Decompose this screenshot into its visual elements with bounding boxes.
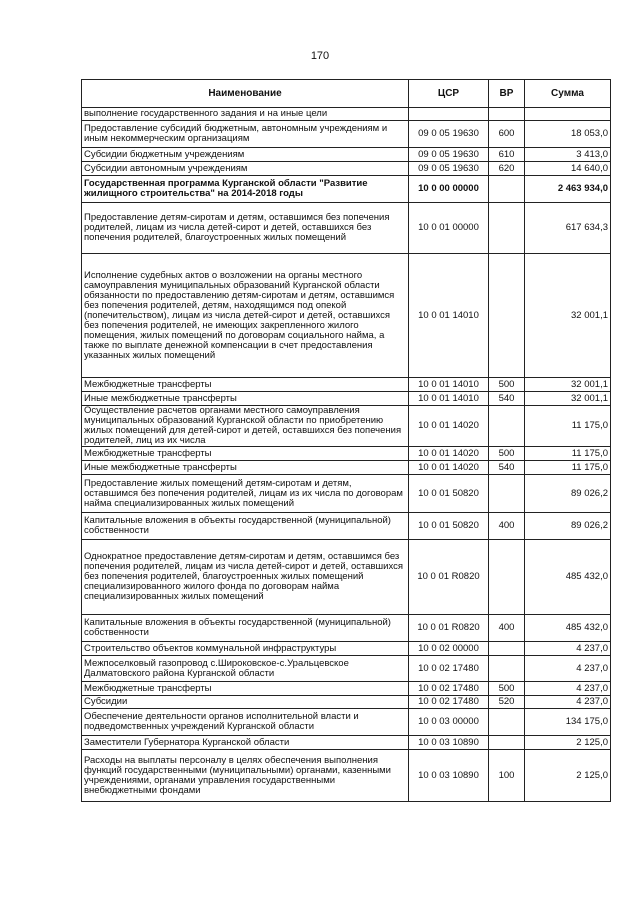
vr-cell bbox=[489, 108, 525, 121]
table-header-row bbox=[82, 80, 611, 108]
csr-cell: 10 0 02 00000 bbox=[409, 642, 489, 656]
table-row bbox=[82, 162, 611, 176]
csr-cell: 09 0 05 19630 bbox=[409, 148, 489, 162]
sum-cell: 32 001,1 bbox=[525, 254, 611, 378]
header-vr: ВР bbox=[489, 80, 525, 108]
name-cell: Однократное предоставление детям-сиротам и детям, оставшимся без попечения родителей, лицам из числа детей-сирот и детей, оставшихся без попечения родителей, благоустроенных жилых помещений специализированного жилого фонда по договорам найма специализированных жилых помещений bbox=[82, 540, 409, 615]
table-row bbox=[82, 709, 611, 736]
csr-cell: 10 0 01 14010 bbox=[409, 378, 489, 392]
sum-cell: 4 237,0 bbox=[525, 642, 611, 656]
sum-cell: 11 175,0 bbox=[525, 447, 611, 461]
table-row bbox=[82, 254, 611, 378]
table-row bbox=[82, 540, 611, 615]
csr-cell: 10 0 00 00000 bbox=[409, 176, 489, 203]
vr-cell bbox=[489, 176, 525, 203]
table-row bbox=[82, 447, 611, 461]
vr-cell bbox=[489, 642, 525, 656]
csr-cell: 09 0 05 19630 bbox=[409, 121, 489, 148]
csr-cell: 09 0 05 19630 bbox=[409, 162, 489, 176]
vr-cell: 520 bbox=[489, 696, 525, 709]
csr-cell: 10 0 02 17480 bbox=[409, 682, 489, 696]
table-row bbox=[82, 148, 611, 162]
csr-cell: 10 0 01 14020 bbox=[409, 406, 489, 447]
vr-cell bbox=[489, 709, 525, 736]
table-row bbox=[82, 615, 611, 642]
sum-cell: 4 237,0 bbox=[525, 682, 611, 696]
sum-cell: 11 175,0 bbox=[525, 406, 611, 447]
sum-cell: 32 001,1 bbox=[525, 392, 611, 406]
header-name: Наименование bbox=[82, 80, 409, 108]
csr-cell: 10 0 03 00000 bbox=[409, 709, 489, 736]
csr-cell: 10 0 03 10890 bbox=[409, 750, 489, 802]
page-number: 170 bbox=[310, 50, 330, 62]
sum-cell: 2 125,0 bbox=[525, 736, 611, 750]
name-cell: Предоставление детям-сиротам и детям, оставшимся без попечения родителей, лицам из числа детей-сирот и детей, оставшихся без попечения родителей, благоустроенных жилых помещений bbox=[82, 203, 409, 254]
table-row bbox=[82, 642, 611, 656]
name-cell: Заместители Губернатора Курганской области bbox=[82, 736, 409, 750]
table-row bbox=[82, 461, 611, 475]
vr-cell: 500 bbox=[489, 378, 525, 392]
csr-cell: 10 0 01 50820 bbox=[409, 475, 489, 513]
sum-cell: 485 432,0 bbox=[525, 615, 611, 642]
csr-cell: 10 0 01 14010 bbox=[409, 254, 489, 378]
sum-cell: 4 237,0 bbox=[525, 656, 611, 682]
table-body bbox=[82, 108, 611, 802]
table-row bbox=[82, 696, 611, 709]
vr-cell: 100 bbox=[489, 750, 525, 802]
table-row bbox=[82, 750, 611, 802]
name-cell: Капитальные вложения в объекты государственной (муниципальной) собственности bbox=[82, 513, 409, 540]
csr-cell: 10 0 01 14010 bbox=[409, 392, 489, 406]
name-cell: Межбюджетные трансферты bbox=[82, 447, 409, 461]
name-cell: Строительство объектов коммунальной инфраструктуры bbox=[82, 642, 409, 656]
name-cell: Расходы на выплаты персоналу в целях обеспечения выполнения функций государственными (муниципальными) органами, казенными учреждениями, органами управления государственными внебюджетными фондами bbox=[82, 750, 409, 802]
name-cell: выполнение государственного задания и на иные цели bbox=[82, 108, 409, 121]
vr-cell: 500 bbox=[489, 682, 525, 696]
vr-cell: 500 bbox=[489, 447, 525, 461]
table-row bbox=[82, 121, 611, 148]
table-row bbox=[82, 513, 611, 540]
csr-cell: 10 0 02 17480 bbox=[409, 656, 489, 682]
sum-cell: 89 026,2 bbox=[525, 475, 611, 513]
sum-cell: 89 026,2 bbox=[525, 513, 611, 540]
sum-cell: 11 175,0 bbox=[525, 461, 611, 475]
name-cell: Субсидии bbox=[82, 696, 409, 709]
sum-cell: 485 432,0 bbox=[525, 540, 611, 615]
vr-cell: 400 bbox=[489, 513, 525, 540]
csr-cell: 10 0 01 00000 bbox=[409, 203, 489, 254]
name-cell: Межбюджетные трансферты bbox=[82, 378, 409, 392]
vr-cell bbox=[489, 406, 525, 447]
table-row bbox=[82, 108, 611, 121]
csr-cell: 10 0 02 17480 bbox=[409, 696, 489, 709]
vr-cell bbox=[489, 203, 525, 254]
header-sum: Сумма bbox=[525, 80, 611, 108]
name-cell: Обеспечение деятельности органов исполнительной власти и подведомственных учреждений Курганской области bbox=[82, 709, 409, 736]
name-cell: Государственная программа Курганской области "Развитие жилищного строительства" на 2014-2018 годы bbox=[82, 176, 409, 203]
table-row bbox=[82, 475, 611, 513]
csr-cell: 10 0 01 R0820 bbox=[409, 540, 489, 615]
name-cell: Капитальные вложения в объекты государственной (муниципальной) собственности bbox=[82, 615, 409, 642]
csr-cell: 10 0 03 10890 bbox=[409, 736, 489, 750]
csr-cell: 10 0 01 14020 bbox=[409, 461, 489, 475]
vr-cell: 540 bbox=[489, 392, 525, 406]
csr-cell bbox=[409, 108, 489, 121]
sum-cell: 2 125,0 bbox=[525, 750, 611, 802]
table-row bbox=[82, 736, 611, 750]
name-cell: Предоставление субсидий бюджетным, автономным учреждениям и иным некоммерческим организациям bbox=[82, 121, 409, 148]
sum-cell: 134 175,0 bbox=[525, 709, 611, 736]
sum-cell: 3 413,0 bbox=[525, 148, 611, 162]
vr-cell bbox=[489, 540, 525, 615]
sum-cell bbox=[525, 108, 611, 121]
vr-cell: 400 bbox=[489, 615, 525, 642]
sum-cell: 4 237,0 bbox=[525, 696, 611, 709]
sum-cell: 32 001,1 bbox=[525, 378, 611, 392]
csr-cell: 10 0 01 14020 bbox=[409, 447, 489, 461]
header-csr: ЦСР bbox=[409, 80, 489, 108]
table-row bbox=[82, 378, 611, 392]
vr-cell: 540 bbox=[489, 461, 525, 475]
name-cell: Межбюджетные трансферты bbox=[82, 682, 409, 696]
vr-cell bbox=[489, 475, 525, 513]
csr-cell: 10 0 01 R0820 bbox=[409, 615, 489, 642]
vr-cell: 600 bbox=[489, 121, 525, 148]
table-row bbox=[82, 176, 611, 203]
name-cell: Иные межбюджетные трансферты bbox=[82, 461, 409, 475]
name-cell: Исполнение судебных актов о возложении на органы местного самоуправления муниципальных образований Курганской области обязанности по предоставлению детям-сиротам и детям, оставшимся без попечения родителей, детям, находящимся под опекой (попечительством), лицам из числа детей-сирот и детей, оставшихся без попечения родителей, не имеющих закрепленного жилого помещения, жилых помещений по договорам социального найма, а также по выплате денежной компенсации в счет предоставления указанных жилых помещений bbox=[82, 254, 409, 378]
vr-cell: 620 bbox=[489, 162, 525, 176]
vr-cell bbox=[489, 736, 525, 750]
sum-cell: 14 640,0 bbox=[525, 162, 611, 176]
table-row bbox=[82, 203, 611, 254]
name-cell: Предоставление жилых помещений детям-сиротам и детям, оставшимся без попечения родителей, лицам из их числа по договорам найма специализированных жилых помещений bbox=[82, 475, 409, 513]
table-row bbox=[82, 406, 611, 447]
vr-cell bbox=[489, 254, 525, 378]
table-row bbox=[82, 656, 611, 682]
sum-cell: 18 053,0 bbox=[525, 121, 611, 148]
csr-cell: 10 0 01 50820 bbox=[409, 513, 489, 540]
table-row bbox=[82, 392, 611, 406]
name-cell: Субсидии бюджетным учреждениям bbox=[82, 148, 409, 162]
name-cell: Осуществление расчетов органами местного самоуправления муниципальных образований Курганской области по приобретению жилых помещений для детей-сирот и детей, оставшихся без попечения родителей, лиц из их числа bbox=[82, 406, 409, 447]
name-cell: Субсидии автономным учреждениям bbox=[82, 162, 409, 176]
vr-cell bbox=[489, 656, 525, 682]
budget-table bbox=[81, 79, 611, 802]
sum-cell: 2 463 934,0 bbox=[525, 176, 611, 203]
name-cell: Иные межбюджетные трансферты bbox=[82, 392, 409, 406]
vr-cell: 610 bbox=[489, 148, 525, 162]
name-cell: Межпоселковый газопровод с.Широковское-с.Уральцевское Далматовского района Курганской области bbox=[82, 656, 409, 682]
table-row bbox=[82, 682, 611, 696]
sum-cell: 617 634,3 bbox=[525, 203, 611, 254]
